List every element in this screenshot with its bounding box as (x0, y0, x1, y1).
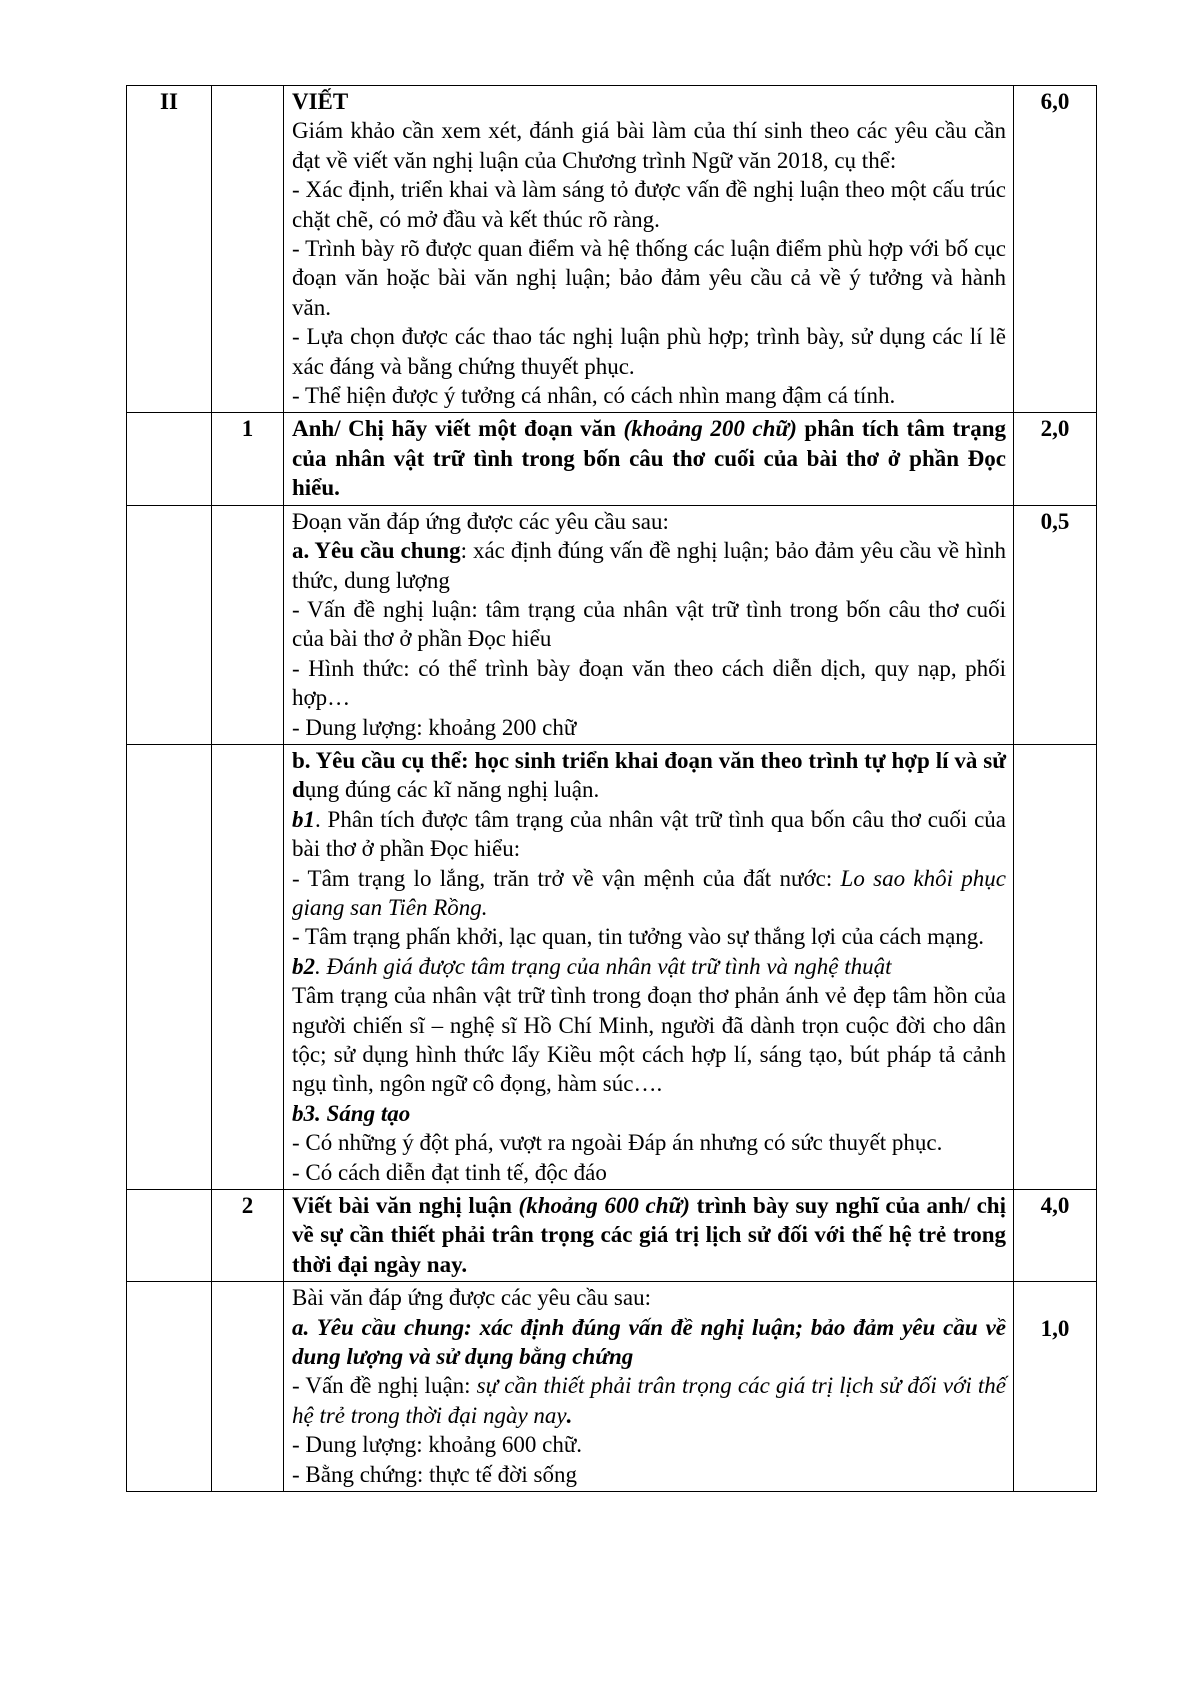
b1-label: b1 (292, 806, 315, 832)
requirement-row (127, 744, 1097, 1189)
b1-text: . Phân tích được tâm trạng của nhân vật trữ tình qua bốn câu thơ cuối của bài thơ ở phần Đọc hiểu: (292, 806, 1006, 862)
prompt-text: Viết bài văn nghị luận (292, 1193, 519, 1219)
criteria-line: Giám khảo cần xem xét, đánh giá bài làm của thí sinh theo các yêu cầu cần đạt về viết văn nghị luận của Chương trình Ngữ văn 2018, cụ thể: (292, 118, 1006, 173)
question-prompt (284, 413, 1014, 505)
specific-heading-bold: b. Yêu cầu cụ thể: học sinh triển khai đoạn văn theo trình tự hợp lí và sử d (292, 747, 1006, 803)
prompt-length: (khoảng 200 chữ) (623, 416, 797, 442)
requirement-item: - Dung lượng: khoảng 600 chữ. (292, 1432, 583, 1458)
requirement-item: - Bằng chứng: thực tế đời sống (292, 1461, 577, 1487)
requirement-row (127, 1282, 1097, 1492)
prompt-text: Anh/ Chị hãy viết một đoạn văn (292, 416, 624, 442)
requirement-general (292, 536, 1006, 595)
prompt-text: trình bày suy nghĩ của anh/ chị về sự cần thiết phải trân trọng các giá trị lịch sử đối với thế hệ trẻ trong thời đại ngày nay. (292, 1193, 1006, 1277)
section-row (127, 86, 1097, 413)
issue-italic: sự cần thiết phải trân trọng các giá trị lịch sử đối với thế hệ trẻ trong thời đại ngày nay (292, 1373, 1006, 1428)
b1-item-quote: Lo sao khôi phục giang san Tiên Rồng. (292, 865, 1006, 920)
requirement-lead: Đoạn văn đáp ứng được các yêu cầu sau: (292, 508, 669, 534)
requirement-label: a. Yêu cầu chung (292, 538, 461, 564)
prompt-length: (khoảng 600 chữ) (518, 1193, 690, 1219)
question-prompt (284, 1190, 1014, 1282)
criteria-line: - Lựa chọn được các thao tác nghị luận phù hợp; trình bày, sử dụng các lí lẽ xác đáng và bằng chứng thuyết phục. (292, 324, 1006, 379)
specific-heading (292, 746, 1006, 805)
empty-cell (212, 505, 284, 744)
empty-cell (1014, 744, 1097, 1189)
requirement-specific-cell (284, 744, 1014, 1189)
question-row (127, 413, 1097, 505)
empty-cell (212, 744, 284, 1189)
section-criteria-cell (284, 86, 1014, 413)
issue-end: . (566, 1402, 573, 1428)
b2-line (292, 952, 1006, 981)
b3-label: b3. Sáng tạo (292, 1100, 411, 1126)
question-number: 1 (212, 413, 284, 505)
requirement-cell (284, 505, 1014, 744)
b1-item (292, 864, 1006, 923)
issue-text: - Vấn đề nghị luận: (292, 1373, 477, 1399)
requirement-text: : xác định đúng vấn đề nghị luận; bảo đảm yêu cầu về hình thức, dung lượng (292, 538, 1007, 593)
empty-cell (127, 413, 212, 505)
question-score: 2,0 (1014, 413, 1097, 505)
requirement-cell (284, 1282, 1014, 1492)
answer-key-table (126, 85, 1097, 1492)
empty-cell (212, 1282, 284, 1492)
empty-cell (212, 86, 284, 413)
specific-heading-rest: ụng đúng các kĩ năng nghị luận. (304, 777, 600, 803)
criteria-line: - Xác định, triển khai và làm sáng tỏ được vấn đề nghị luận theo một cấu trúc chặt chẽ, có mở đầu và kết thúc rõ ràng. (292, 177, 1006, 232)
b2-text: . Đánh giá được tâm trạng của nhân vật trữ tình và nghệ thuật (315, 953, 892, 979)
b2-body: Tâm trạng của nhân vật trữ tình trong đoạn thơ phản ánh vẻ đẹp tâm hồn của người chiến sĩ – nghệ sĩ Hồ Chí Minh, người đã dành trọn cuộc đời cho dân tộc; sử dụng hình thức lẩy Kiều một cách hợp lí, sáng tạo, bút pháp tả cảnh ngụ tình, ngôn ngữ cô đọng, hàm súc…. (292, 983, 1006, 1097)
requirement-item: - Hình thức: có thể trình bày đoạn văn theo cách diễn dịch, quy nạp, phối hợp… (292, 655, 1006, 711)
empty-cell (127, 505, 212, 744)
b1-item: - Tâm trạng phấn khởi, lạc quan, tin tưởng vào sự thắng lợi của cách mạng. (292, 924, 985, 950)
requirement-lead: Bài văn đáp ứng được các yêu cầu sau: (292, 1285, 651, 1311)
b1-line (292, 805, 1006, 864)
criteria-line: - Trình bày rõ được quan điểm và hệ thống các luận điểm phù hợp với bố cục đoạn văn hoặc bài văn nghị luận; bảo đảm yêu cầu cả về ý tưởng và hành văn. (292, 236, 1006, 320)
criteria-line: - Thể hiện được ý tưởng cá nhân, có cách nhìn mang đậm cá tính. (292, 383, 896, 409)
b1-item-text: - Tâm trạng lo lắng, trăn trở về vận mệnh của đất nước: (292, 865, 841, 891)
requirement-item: - Dung lượng: khoảng 200 chữ (292, 714, 577, 740)
empty-cell (127, 1282, 212, 1492)
section-score: 6,0 (1014, 86, 1097, 413)
empty-cell (127, 1190, 212, 1282)
requirement-label: a. Yêu cầu chung: xác định đúng vấn đề nghị luận; bảo đảm yêu cầu về dung lượng và sử dụng bằng chứng (292, 1314, 1006, 1370)
b3-item: - Có những ý đột phá, vượt ra ngoài Đáp án nhưng có sức thuyết phục. (292, 1130, 943, 1156)
b3-item: - Có cách diễn đạt tinh tế, độc đáo (292, 1159, 607, 1185)
prompt-text: phân tích tâm trạng của nhân vật trữ tình trong bốn câu thơ cuối của bài thơ ở phần Đọc hiểu. (292, 416, 1007, 501)
section-numeral: II (127, 86, 212, 413)
requirement-score: 0,5 (1014, 505, 1097, 744)
requirement-row (127, 505, 1097, 744)
question-number: 2 (212, 1190, 284, 1282)
b2-label: b2 (292, 953, 315, 979)
question-score: 4,0 (1014, 1190, 1097, 1282)
requirement-item: - Vấn đề nghị luận: tâm trạng của nhân vật trữ tình trong bốn câu thơ cuối của bài thơ ở phần Đọc hiểu (292, 596, 1006, 652)
question-row (127, 1190, 1097, 1282)
requirement-score: 1,0 (1014, 1282, 1097, 1492)
section-title: VIẾT (292, 89, 349, 114)
empty-cell (127, 744, 212, 1189)
requirement-item (292, 1371, 1006, 1430)
